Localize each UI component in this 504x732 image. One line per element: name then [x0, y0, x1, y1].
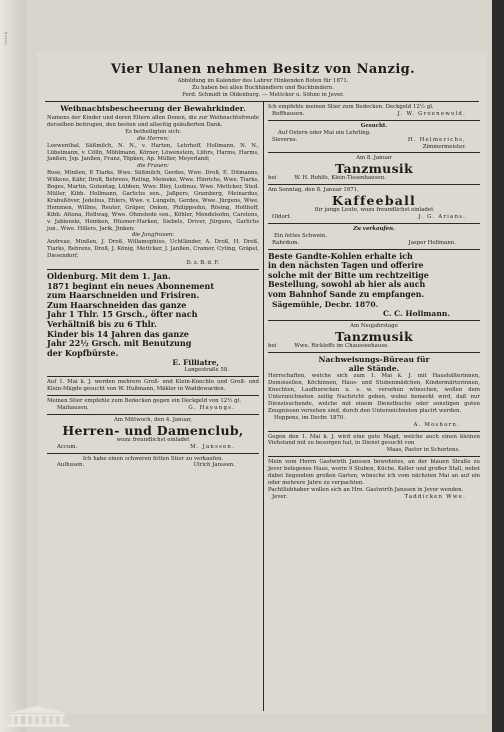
haar-line-8: Jahr 22½ Grsch. mit Benutzung	[47, 338, 192, 349]
verkaufen-title: Zu verkaufen.	[353, 225, 395, 232]
haar-name: E. Filliatre,	[172, 358, 219, 368]
buero-text: Herrschaften, welche sich zum 1. Mai k. J. mit Haushälterinnen, Demoisellen, Köchinnen, Haus- und Stubenmädchen, Kindermärterinnen, Knechten, Laufburschen u. s. w. versehen wünschen, wollen dem Unterzeichneten zeitig Nachricht geben, wobei bemerkt wird, daß nur Dienstsuchende, welche mit einem Dienstbuche oder sonstigen guten Zeugnissen versehen sind, durch den Unterzeichneten placirt werden.	[268, 373, 480, 414]
frauen-list: Rose, Minßen, P. Tiarks, Wwe. Süßmilch, Gerdes, Wwe. Droß, E. Ditmanns, Wilkens, Kähr, Droß, Behrens, Reling, Meineke, Wwe. Hinrichs, Wwe. Tiarks, Boges, Martin, Gutentag, Lübben, Wwe. Bley, Ludinus, Wwe. Mettcker, Sted. Müller, Kibb. Hollmann, Garlichs sen., Jaßpers, Gramberg, Meinardus, Krabußöver, Jedelius, Ehlers, Wwe. v. Lungeln, Gerdes, Wwe. Jürgens, Wwe. Hemmen, Willms, Reuter, Gräper, Onken, Philippsohn, Rösing, Holthoff, Kibb. Altona, Hellwag, Wwe. Ohmstede sen., Köhler, Mendelsohn, Carstens, v. Jabienski, Hemken, Hüsmer-Harken, Siebels, Driver, Jürgens, Garlichs jun., Wwe. Hillers, Jarik, Jinken;	[47, 170, 259, 232]
rule-j	[268, 249, 480, 250]
headline-sub2: Zu haben bei allen Buchhändlern und Buchbindern.	[192, 85, 334, 91]
stier-sale-text: Ich habe einen schweren fetten Stier zu verkaufen.	[82, 455, 224, 462]
haar-line-3: zum Haarschneiden und Frisiren.	[47, 290, 200, 301]
binding-note: Grsch.	[3, 30, 8, 46]
bescheerung-intro: Namens der Kinder und deren Eltern allen Denen, die zur Weihnachtsfreude derselben beitrugen, den besten und allseitig geäußerten Dank.	[47, 115, 259, 128]
groenewold-name: J. W. Groenewold.	[397, 110, 466, 117]
herren-list: Loewenthal, Süßmilch, N. N., v. Harten, Lehrhoff, Hollmann, N. N., Lübelmann, v. Cölln, Möhlmann, Körner, Löwenstein, Lührs, Harms, Harms, Janßen, Jsp. Janßen, Franz, Töpken, Ap. Müller, Meyerland;	[47, 142, 259, 163]
jungfrauen-list: Andreae, Minßen, J. Droß, Willamophius, Uchtländer, A. Droß, H. Droß, Tiarks, Behrens, Droß, J. König, Mettcker, J. Janßen, Cramer, Cyting, Gräpel, Diesendorf.	[47, 239, 259, 260]
rule-k	[268, 320, 480, 321]
headline-sub3: Ferd. Schmidt in Oldenburg. — Mettcker u. Söhne in Jever.	[182, 92, 344, 98]
kohlen-place: Sägemühle, Decbr. 1870.	[272, 299, 379, 309]
club-place: Accum.	[57, 443, 78, 450]
bescheerung-signed: D. z. B. d. F.	[186, 260, 219, 267]
rule-n	[268, 456, 480, 457]
right-column	[268, 104, 480, 501]
rule-d	[47, 414, 259, 415]
rule-m	[268, 431, 480, 432]
pacht-sign	[268, 494, 480, 501]
tanz1-host: W. H. Rohlfs, Klein-Tissenhausen.	[294, 175, 386, 182]
buero-name: A. Moshorn.	[413, 421, 460, 428]
buero-title-2: alle Stände.	[348, 364, 400, 374]
herren-label: die Herren:	[137, 135, 169, 142]
groenewold-text: Ich empfehle meinen Stier zum Bedecken. Deckgeld 12½ gl.	[268, 104, 434, 110]
tanz2-title: Tanzmusik	[335, 329, 413, 345]
tanz1-date: Am 8. Januar	[356, 155, 392, 162]
gesucht-title: Gesucht.	[360, 122, 388, 129]
kohlen-line-5: vom Bahnhof Sande zu empfangen.	[268, 290, 425, 300]
newspaper-page	[37, 52, 487, 714]
kaffee-place: Oldorf.	[272, 214, 291, 221]
groenewold-place: Roffhausen.	[272, 110, 305, 117]
haarschneiden-notice	[47, 272, 259, 358]
kaffee-title: Kaffeeball	[332, 193, 416, 209]
tanz2-host-row	[268, 343, 480, 350]
verkaufen-place: Rahrdum.	[272, 239, 300, 246]
rule-b	[47, 376, 259, 377]
bescheerung-title: Weihnachtsbescheerung der Bewahrkinder.	[60, 104, 246, 113]
club-invite: wozu freundlichst einladet	[116, 436, 190, 443]
stier-sale-place: Aulhusen.	[57, 462, 85, 469]
groenewold-sign	[268, 111, 480, 118]
hayungs-ad-text: Meinen Stier empfehle zum Bedecken gegen ein Deckgeld von 12½ gl.	[47, 398, 242, 404]
magd-text: Gegen den 1. Mai k. J. wird eine gute Magd, welche auch einen kleinen Viehstand mit zu besorgen hat, in Dienst gesucht von	[268, 433, 480, 447]
rule-i	[268, 223, 480, 224]
page-headline: Vier Ulanen nehmen Besitz von Nanzig.	[110, 62, 416, 77]
rule-f	[268, 120, 480, 121]
knechte-ad: Auf 1. Mai k. J. werden mehrere Groß- und Klein-Knechte und Groß- und Klein-Mägde gesucht von W. Hußmann, Mäkler in Waddewarden.	[47, 379, 259, 393]
haar-line-5: Jahr 1 Thlr. 15 Grsch., öfter nach	[47, 309, 198, 320]
rule-c	[47, 395, 259, 396]
kohlen-name: C. C. Hollmann.	[382, 309, 450, 319]
gesucht-place: Sleverns.	[272, 136, 298, 143]
club-date: Am Mittwoch, den 4. Januar,	[114, 416, 192, 423]
frauen-label: die Frauen:	[137, 163, 169, 170]
verkaufen-text: Ein fettes Schwein.	[274, 232, 327, 239]
buero-place: Heppens, im Decbr. 1870.	[274, 414, 346, 421]
kohlen-line-4: Bestellung, sowohl ab hier als auch	[268, 280, 426, 290]
pacht-note: Pachtliebhaber wollen sich an Hrn. Gastwirth Janssen in Jever wenden.	[268, 486, 464, 493]
verkaufen-sign	[268, 240, 480, 247]
library-building-icon	[4, 704, 70, 728]
header-rule	[45, 101, 479, 102]
club-name: M. Janssen.	[190, 443, 235, 450]
gesucht-sign	[268, 137, 480, 144]
rule-g	[268, 152, 480, 153]
haar-line-1: Oldenburg. Mit dem 1. Jan.	[47, 270, 171, 281]
pacht-name: Taddicken Wwe.	[404, 493, 466, 500]
haar-line-6: Verhältniß bis zu 6 Thlr.	[47, 318, 157, 329]
tanz1-bei: bei	[268, 175, 277, 182]
tanz2-bei: bei	[268, 343, 277, 350]
rule-l	[268, 352, 480, 353]
kaffee-invite: für junge Leute, wozu freundlichst einladet	[314, 207, 434, 214]
stier-sale-sign	[47, 462, 259, 469]
haar-line-2: 1871 beginnt ein neues Abonnement	[47, 280, 215, 291]
pacht-place: Jever.	[272, 493, 288, 500]
kohlen-line-3: solche mit der Bitte um rechtzeitige	[268, 270, 429, 280]
magd-name: Maas, Pastor in Schortens.	[386, 447, 460, 454]
rule-h	[268, 184, 480, 185]
kaffee-sign	[268, 214, 480, 221]
hayungs-place: Maihausen.	[57, 404, 89, 411]
verkaufen-name: Jasper Hollmann.	[408, 239, 456, 246]
left-column	[47, 104, 259, 469]
tanz2-host: Wwe. Rickleffs im Chausseehause.	[294, 343, 390, 350]
rule-a	[47, 269, 259, 270]
stier-sale-name: Ulrich Janssen.	[193, 462, 235, 469]
headline-sub1: Abbildung im Kalender des Lahrer Hinkenden Boten für 1871.	[177, 78, 349, 84]
club-title: Herren- und Damenclub,	[62, 422, 244, 438]
haar-line-9: der Kopfbürste.	[47, 347, 119, 358]
haar-address: Langestraße 58.	[184, 367, 229, 374]
gesucht-name: H. Helmerichs,	[407, 136, 466, 143]
buero-title-1: Nachweisungs-Büreau für	[318, 355, 430, 365]
pacht-text: Mein vom Herrn Gastwirth Janssen bewohntes, an der blauen Straße zu Jever belegenes Haus, worin 9 Stuben, Küche, Keller und großer Stall, nebst dabei liegendem großen Garten, wünsche ich vom nächsten Mai an auf ein oder mehrere Jahre zu verpachten.	[268, 459, 480, 486]
column-divider	[263, 101, 264, 711]
kaffee-name: J. G. Arians.	[418, 214, 466, 221]
hayungs-name: G. Hayungs.	[188, 404, 235, 411]
right-edge	[492, 0, 504, 732]
haar-line-7: Kinder bis 14 Jahren das ganze	[47, 328, 189, 339]
bescheerung-participants-label: Es betheiligten sich:	[125, 128, 181, 135]
tanz1-host-row	[268, 175, 480, 182]
gesucht-text: Auf Ostern oder Mai ein Lehrling.	[278, 129, 371, 136]
rule-e	[47, 453, 259, 454]
club-sign	[47, 444, 259, 451]
haar-line-4: Zum Haarschneiden das ganze	[47, 299, 187, 310]
kohlen-line-2: in den nächsten Tagen und offerire	[268, 261, 424, 271]
tanz1-title: Tanzmusik	[335, 161, 413, 177]
jungfrauen-label: die Jungfrauen:	[131, 232, 175, 239]
tanz2-date: Am Neujahrstage	[350, 323, 398, 330]
hayungs-ad-sign	[47, 405, 259, 412]
gesucht-role: Zimmermeister.	[422, 143, 466, 150]
kohlen-line-1: Beste Gandte-Kohlen erhalte ich	[268, 251, 413, 261]
kaffee-date: Am Sonntag, den 8. Januar 1871,	[268, 187, 359, 194]
book-binding	[0, 0, 26, 732]
kohlen-notice	[268, 252, 480, 300]
